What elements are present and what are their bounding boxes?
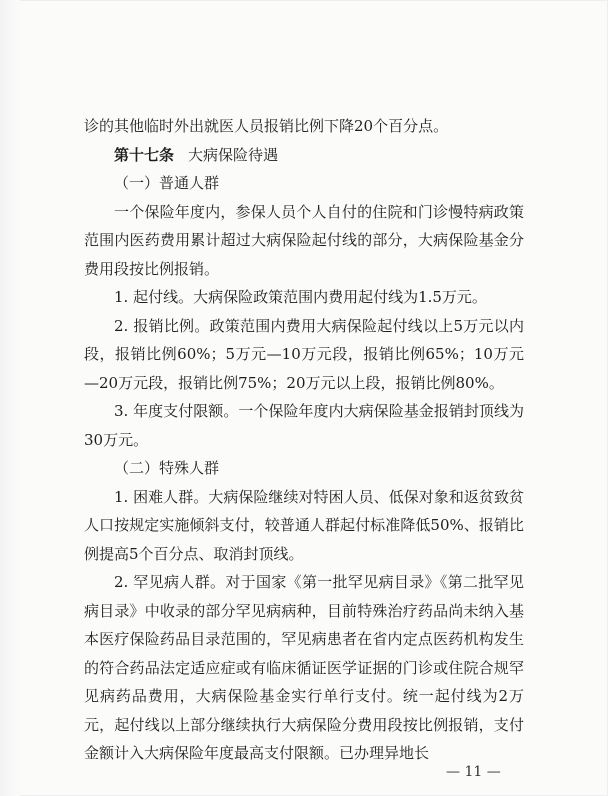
page-number: — 11 — [446, 764, 501, 780]
item-deductible: 1. 起付线。大病保险政策范围内费用起付线为1.5万元。 [114, 288, 487, 306]
paragraph-continued: 诊的其他临时外出就医人员报销比例下降20个百分点。 [84, 117, 449, 135]
scan-edge-shadow [0, 0, 20, 796]
item-needy-population: 1. 困难人群。大病保险继续对特困人员、低保对象和返贫致贫人口按规定实施倾斜支付，较普通人群起付标准降低50%、报销比例提高5个百分点、取消封顶线。 [84, 487, 524, 563]
item-reimbursement-ratio: 2. 报销比例。政策范围内费用大病保险起付线以上5万元以内段，报销比例60%；5万元—10万元段，报销比例65%；10万元—20万元段，报销比例75%；20万元以上段，报销比例80%。 [84, 316, 524, 392]
article-number: 第十七条 [114, 145, 175, 164]
section-heading-special: （二）特殊人群 [114, 459, 220, 477]
article-heading [84, 141, 524, 170]
item-rare-disease: 2. 罕见病人群。对于国家《第一批罕见病目录》《第二批罕见病目录》中收录的部分罕见病病种，目前特殊治疗药品尚未纳入基本医疗保险药品目录范围的，罕见病患者在省内定点医药机构发生的符合药品法定适应症或有临床循证医学证据的门诊或住院合规罕见病药品费用，大病保险基金实行单行支付。统一起付线为2万元，起付线以上部分继续执行大病保险分费用段按比例报销，支付金额计入大病保险年度最高支付限额。已办理异地长 [84, 573, 524, 762]
paragraph-general-rule: 一个保险年度内，参保人员个人自付的住院和门诊慢特病政策范围内医药费用累计超过大病保险起付线的部分，大病保险基金分费用段按比例报销。 [84, 202, 524, 278]
article-title: 大病保险待遇 [188, 145, 279, 164]
document-body [84, 112, 524, 768]
item-annual-limit: 3. 年度支付限额。一个保险年度内大病保险基金报销封顶线为30万元。 [84, 402, 524, 449]
section-heading-general: （一）普通人群 [114, 174, 220, 192]
